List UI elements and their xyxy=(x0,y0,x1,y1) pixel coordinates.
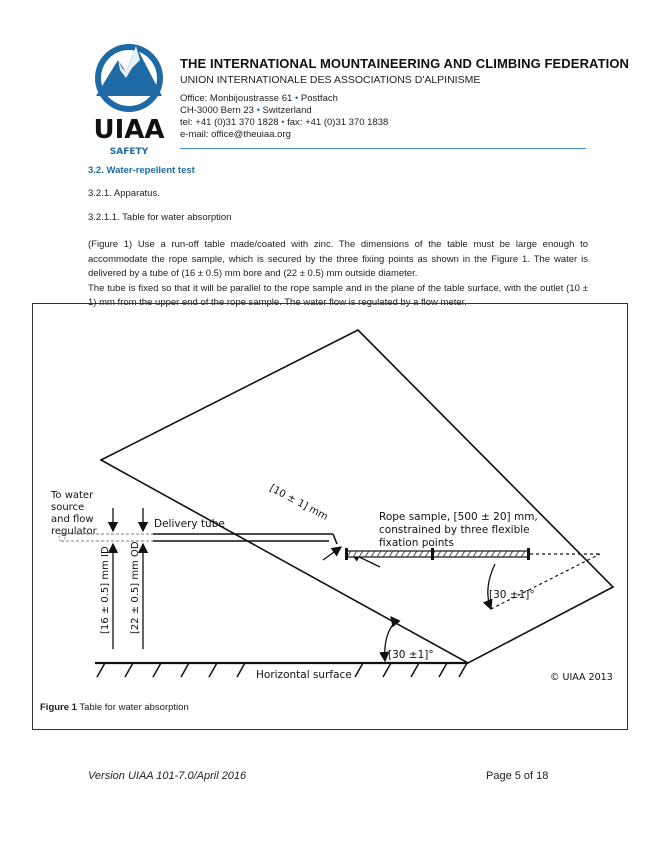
office-address: Office: Monbijoustrasse 61 xyxy=(180,93,293,104)
body-text xyxy=(88,238,588,311)
delivery-tube-label: Delivery tube xyxy=(154,518,225,530)
horizontal-surface-label: Horizontal surface xyxy=(256,669,352,681)
office-box: Postfach xyxy=(300,93,338,104)
rope-label-3: fixation points xyxy=(379,537,454,549)
org-name: THE INTERNATIONAL MOUNTAINEERING AND CLIMBING FEDERATION xyxy=(180,56,630,71)
logo-text: UIAA xyxy=(93,115,165,145)
water-label-4: regulator xyxy=(51,526,97,537)
figure-caption xyxy=(40,702,189,713)
contact-block: Office: Monbijoustrasse 61 • Postfach CH-3000 Bern 23 • Switzerland tel: +41 (0)31 370 1828 • fax: +41 (0)31 370 1838 e-mail: office@theuiaa.org xyxy=(180,93,389,140)
figure-caption-text: Table for water absorption xyxy=(79,702,189,713)
city: CH-3000 Bern 23 xyxy=(180,105,254,116)
fax: fax: +41 (0)31 370 1838 xyxy=(287,117,389,128)
country: Switzerland xyxy=(262,105,312,116)
logo-tag: SAFETY xyxy=(109,147,149,157)
header-divider xyxy=(180,148,586,149)
tube-end xyxy=(333,534,337,544)
rope-angle-label: [30 ±1]° xyxy=(489,589,535,601)
rope-label-2: constrained by three flexible xyxy=(379,524,530,536)
uiaa-logo xyxy=(88,38,170,158)
figure-number: Figure 1 xyxy=(40,702,77,713)
footer-page-number: Page 5 of 18 xyxy=(486,770,549,782)
footer-version: Version UIAA 101-7.0/April 2016 xyxy=(88,770,247,782)
apparatus-heading: 3.2.1. Apparatus. xyxy=(88,188,160,199)
paragraph-2: The tube is fixed so that it will be parallel to the rope sample and in the plane of the table surface, with the outlet (10 ± 1) mm from the upper end of the rope sample. The water flow is regulated by a flow meter. xyxy=(88,282,588,308)
od-label: [22 ± 0.5] mm OD xyxy=(130,541,141,634)
water-label-2: source xyxy=(51,502,85,513)
table-angle-label: [30 ±1]° xyxy=(388,649,434,661)
figure-diagram xyxy=(33,304,627,699)
outlet-distance-label: [10 ± 1] mm xyxy=(267,482,330,523)
water-label-1: To water xyxy=(51,490,94,501)
org-name-fr: UNION INTERNATIONALE DES ASSOCIATIONS D'ALPINISME xyxy=(180,74,481,86)
table-heading: 3.2.1.1. Table for water absorption xyxy=(88,212,232,223)
table-plate xyxy=(101,330,613,663)
water-label-3: and flow xyxy=(51,514,94,525)
paragraph-1: (Figure 1) Use a run-off table made/coated with zinc. The dimensions of the table must be large enough to accommodate the rope sample, which is secured by the three fixing points as shown in the Figure 1. The water is delivered by a tube of (16 ± 0.5) mm bore and (22 ± 0.5) mm outside diameter. xyxy=(88,239,588,279)
section-title: 3.2. Water-repellent test xyxy=(88,165,195,176)
copyright: © UIAA 2013 xyxy=(550,672,613,683)
email: e-mail: office@theuiaa.org xyxy=(180,129,291,140)
telephone: tel: +41 (0)31 370 1828 xyxy=(180,117,279,128)
id-label: [16 ± 0.5] mm ID xyxy=(100,546,111,634)
rope-label-1: Rope sample, [500 ± 20] mm, xyxy=(379,511,538,523)
